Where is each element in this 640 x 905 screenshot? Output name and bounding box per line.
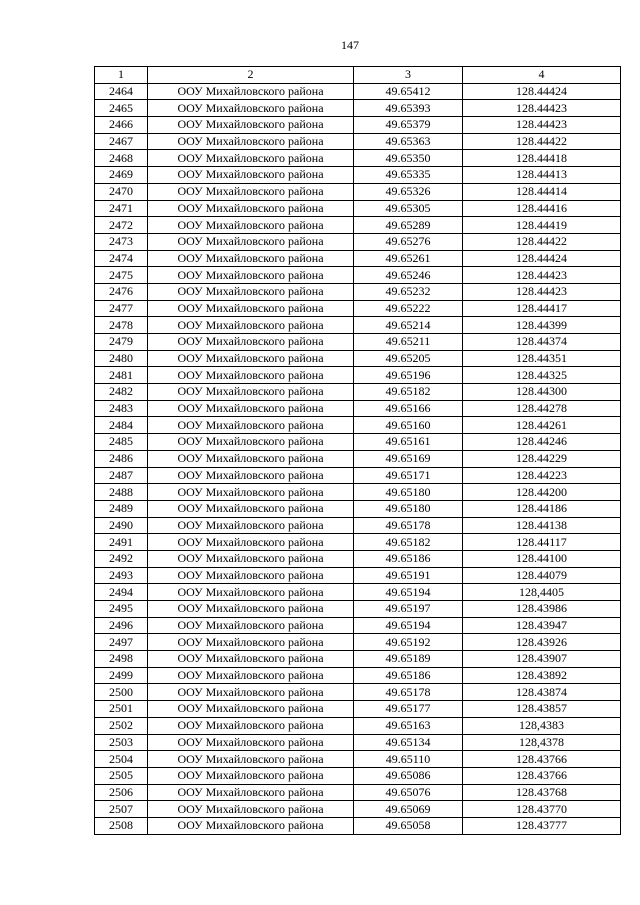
table-row (95, 784, 621, 801)
table-body (95, 83, 621, 834)
organization-cell: ООУ Михайловского района (148, 117, 354, 134)
organization-cell: ООУ Михайловского района (148, 400, 354, 417)
longitude-cell: 128.44423 (463, 283, 621, 300)
longitude-cell: 128.43766 (463, 751, 621, 768)
latitude-cell: 49.65186 (354, 550, 463, 567)
organization-cell: ООУ Михайловского района (148, 734, 354, 751)
latitude-cell: 49.65222 (354, 300, 463, 317)
row-number-cell: 2486 (95, 450, 148, 467)
organization-cell: ООУ Михайловского района (148, 601, 354, 618)
organization-cell: ООУ Михайловского района (148, 701, 354, 718)
latitude-cell: 49.65289 (354, 217, 463, 234)
longitude-cell: 128.44424 (463, 83, 621, 100)
latitude-cell: 49.65197 (354, 601, 463, 618)
table-row (95, 584, 621, 601)
organization-cell: ООУ Михайловского района (148, 367, 354, 384)
latitude-cell: 49.65180 (354, 484, 463, 501)
row-number-cell: 2471 (95, 200, 148, 217)
latitude-cell: 49.65189 (354, 651, 463, 668)
organization-cell: ООУ Михайловского района (148, 550, 354, 567)
row-number-cell: 2504 (95, 751, 148, 768)
organization-cell: ООУ Михайловского района (148, 534, 354, 551)
latitude-cell: 49.65180 (354, 500, 463, 517)
table-row (95, 400, 621, 417)
latitude-cell: 49.65379 (354, 117, 463, 134)
row-number-cell: 2489 (95, 500, 148, 517)
table-row (95, 567, 621, 584)
latitude-cell: 49.65326 (354, 183, 463, 200)
table-row (95, 717, 621, 734)
table-row (95, 317, 621, 334)
table-row (95, 534, 621, 551)
row-number-cell: 2468 (95, 150, 148, 167)
row-number-cell: 2480 (95, 350, 148, 367)
row-number-cell: 2481 (95, 367, 148, 384)
organization-cell: ООУ Михайловского района (148, 567, 354, 584)
latitude-cell: 49.65205 (354, 350, 463, 367)
organization-cell: ООУ Михайловского района (148, 817, 354, 834)
row-number-cell: 2485 (95, 434, 148, 451)
row-number-cell: 2498 (95, 651, 148, 668)
row-number-cell: 2496 (95, 617, 148, 634)
longitude-cell: 128.43892 (463, 667, 621, 684)
organization-cell: ООУ Михайловского района (148, 217, 354, 234)
latitude-cell: 49.65363 (354, 133, 463, 150)
longitude-cell: 128.44423 (463, 117, 621, 134)
latitude-cell: 49.65194 (354, 584, 463, 601)
row-number-cell: 2475 (95, 267, 148, 284)
column-header-3: 3 (354, 67, 463, 84)
organization-cell: ООУ Михайловского района (148, 434, 354, 451)
organization-cell: ООУ Михайловского района (148, 267, 354, 284)
organization-cell: ООУ Михайловского района (148, 300, 354, 317)
table-row (95, 250, 621, 267)
organization-cell: ООУ Михайловского района (148, 767, 354, 784)
longitude-cell: 128.43907 (463, 651, 621, 668)
organization-cell: ООУ Михайловского района (148, 751, 354, 768)
organization-cell: ООУ Михайловского района (148, 684, 354, 701)
row-number-cell: 2505 (95, 767, 148, 784)
row-number-cell: 2493 (95, 567, 148, 584)
organization-cell: ООУ Михайловского района (148, 450, 354, 467)
longitude-cell: 128.43770 (463, 801, 621, 818)
longitude-cell: 128,4383 (463, 717, 621, 734)
latitude-cell: 49.65058 (354, 817, 463, 834)
latitude-cell: 49.65194 (354, 617, 463, 634)
organization-cell: ООУ Михайловского района (148, 467, 354, 484)
longitude-cell: 128.44399 (463, 317, 621, 334)
row-number-cell: 2503 (95, 734, 148, 751)
table-row (95, 484, 621, 501)
latitude-cell: 49.65169 (354, 450, 463, 467)
organization-cell: ООУ Михайловского района (148, 233, 354, 250)
longitude-cell: 128.44117 (463, 534, 621, 551)
latitude-cell: 49.65161 (354, 434, 463, 451)
table-row (95, 734, 621, 751)
longitude-cell: 128.44223 (463, 467, 621, 484)
organization-cell: ООУ Михайловского района (148, 500, 354, 517)
latitude-cell: 49.65171 (354, 467, 463, 484)
table-row (95, 150, 621, 167)
table-row (95, 133, 621, 150)
latitude-cell: 49.65076 (354, 784, 463, 801)
organization-cell: ООУ Михайловского района (148, 584, 354, 601)
table-row (95, 83, 621, 100)
row-number-cell: 2464 (95, 83, 148, 100)
longitude-cell: 128.43874 (463, 684, 621, 701)
organization-cell: ООУ Михайловского района (148, 784, 354, 801)
table-row (95, 183, 621, 200)
row-number-cell: 2473 (95, 233, 148, 250)
longitude-cell: 128.44374 (463, 334, 621, 351)
organization-cell: ООУ Михайловского района (148, 183, 354, 200)
organization-cell: ООУ Михайловского района (148, 100, 354, 117)
table-row (95, 634, 621, 651)
latitude-cell: 49.65110 (354, 751, 463, 768)
table-row (95, 550, 621, 567)
table-row (95, 767, 621, 784)
latitude-cell: 49.65412 (354, 83, 463, 100)
table-row (95, 117, 621, 134)
longitude-cell: 128.44422 (463, 133, 621, 150)
table-row (95, 517, 621, 534)
latitude-cell: 49.65305 (354, 200, 463, 217)
row-number-cell: 2506 (95, 784, 148, 801)
row-number-cell: 2499 (95, 667, 148, 684)
organization-cell: ООУ Михайловского района (148, 334, 354, 351)
table-row (95, 233, 621, 250)
table-row (95, 617, 621, 634)
row-number-cell: 2470 (95, 183, 148, 200)
row-number-cell: 2469 (95, 167, 148, 184)
longitude-cell: 128.44417 (463, 300, 621, 317)
organization-cell: ООУ Михайловского района (148, 484, 354, 501)
table-row (95, 817, 621, 834)
longitude-cell: 128.44079 (463, 567, 621, 584)
longitude-cell: 128.44100 (463, 550, 621, 567)
latitude-cell: 49.65191 (354, 567, 463, 584)
latitude-cell: 49.65393 (354, 100, 463, 117)
longitude-cell: 128.44229 (463, 450, 621, 467)
table-row (95, 384, 621, 401)
latitude-cell: 49.65261 (354, 250, 463, 267)
row-number-cell: 2478 (95, 317, 148, 334)
organization-cell: ООУ Михайловского района (148, 517, 354, 534)
longitude-cell: 128.43857 (463, 701, 621, 718)
table-row (95, 334, 621, 351)
table-row (95, 200, 621, 217)
table-row (95, 350, 621, 367)
longitude-cell: 128.44325 (463, 367, 621, 384)
longitude-cell: 128.44200 (463, 484, 621, 501)
table-row (95, 667, 621, 684)
row-number-cell: 2497 (95, 634, 148, 651)
organization-cell: ООУ Михайловского района (148, 801, 354, 818)
longitude-cell: 128.44413 (463, 167, 621, 184)
latitude-cell: 49.65276 (354, 233, 463, 250)
organization-cell: ООУ Михайловского района (148, 317, 354, 334)
latitude-cell: 49.65182 (354, 384, 463, 401)
longitude-cell: 128.43947 (463, 617, 621, 634)
latitude-cell: 49.65214 (354, 317, 463, 334)
organization-cell: ООУ Михайловского района (148, 634, 354, 651)
row-number-cell: 2507 (95, 801, 148, 818)
table-row (95, 167, 621, 184)
latitude-cell: 49.65232 (354, 283, 463, 300)
longitude-cell: 128.44414 (463, 183, 621, 200)
longitude-cell: 128.44418 (463, 150, 621, 167)
longitude-cell: 128,4405 (463, 584, 621, 601)
row-number-cell: 2495 (95, 601, 148, 618)
row-number-cell: 2479 (95, 334, 148, 351)
longitude-cell: 128.44419 (463, 217, 621, 234)
latitude-cell: 49.65134 (354, 734, 463, 751)
longitude-cell: 128.44246 (463, 434, 621, 451)
row-number-cell: 2482 (95, 384, 148, 401)
latitude-cell: 49.65335 (354, 167, 463, 184)
table-row (95, 417, 621, 434)
longitude-cell: 128.44423 (463, 100, 621, 117)
organization-cell: ООУ Михайловского района (148, 717, 354, 734)
row-number-cell: 2491 (95, 534, 148, 551)
row-number-cell: 2477 (95, 300, 148, 317)
row-number-cell: 2483 (95, 400, 148, 417)
table-row (95, 267, 621, 284)
row-number-cell: 2487 (95, 467, 148, 484)
page-number: 147 (341, 38, 359, 52)
latitude-cell: 49.65086 (354, 767, 463, 784)
row-number-cell: 2467 (95, 133, 148, 150)
row-number-cell: 2500 (95, 684, 148, 701)
longitude-cell: 128.43768 (463, 784, 621, 801)
organization-cell: ООУ Михайловского района (148, 651, 354, 668)
row-number-cell: 2465 (95, 100, 148, 117)
longitude-cell: 128.44351 (463, 350, 621, 367)
latitude-cell: 49.65069 (354, 801, 463, 818)
row-number-cell: 2494 (95, 584, 148, 601)
organization-cell: ООУ Михайловского района (148, 200, 354, 217)
organization-cell: ООУ Михайловского района (148, 83, 354, 100)
table-row (95, 367, 621, 384)
table-row (95, 467, 621, 484)
organization-cell: ООУ Михайловского района (148, 350, 354, 367)
longitude-cell: 128.44416 (463, 200, 621, 217)
longitude-cell: 128.44138 (463, 517, 621, 534)
longitude-cell: 128,4378 (463, 734, 621, 751)
column-header-2: 2 (148, 67, 354, 84)
organization-cell: ООУ Михайловского района (148, 167, 354, 184)
table-row (95, 801, 621, 818)
table-row (95, 601, 621, 618)
latitude-cell: 49.65350 (354, 150, 463, 167)
longitude-cell: 128.44261 (463, 417, 621, 434)
longitude-cell: 128.44422 (463, 233, 621, 250)
longitude-cell: 128.44186 (463, 500, 621, 517)
table-row (95, 434, 621, 451)
table-row (95, 500, 621, 517)
coordinates-table (94, 66, 621, 835)
table-row (95, 283, 621, 300)
table-row (95, 300, 621, 317)
row-number-cell: 2488 (95, 484, 148, 501)
row-number-cell: 2501 (95, 701, 148, 718)
latitude-cell: 49.65160 (354, 417, 463, 434)
latitude-cell: 49.65177 (354, 701, 463, 718)
latitude-cell: 49.65166 (354, 400, 463, 417)
latitude-cell: 49.65178 (354, 517, 463, 534)
table-header-row (95, 67, 621, 84)
longitude-cell: 128.43777 (463, 817, 621, 834)
table-row (95, 701, 621, 718)
longitude-cell: 128.44424 (463, 250, 621, 267)
organization-cell: ООУ Михайловского района (148, 283, 354, 300)
organization-cell: ООУ Михайловского района (148, 617, 354, 634)
latitude-cell: 49.65246 (354, 267, 463, 284)
organization-cell: ООУ Михайловского района (148, 150, 354, 167)
latitude-cell: 49.65186 (354, 667, 463, 684)
row-number-cell: 2472 (95, 217, 148, 234)
row-number-cell: 2490 (95, 517, 148, 534)
table-row (95, 684, 621, 701)
table-row (95, 217, 621, 234)
row-number-cell: 2508 (95, 817, 148, 834)
organization-cell: ООУ Михайловского района (148, 417, 354, 434)
organization-cell: ООУ Михайловского района (148, 133, 354, 150)
longitude-cell: 128.43986 (463, 601, 621, 618)
longitude-cell: 128.44278 (463, 400, 621, 417)
row-number-cell: 2466 (95, 117, 148, 134)
organization-cell: ООУ Михайловского района (148, 384, 354, 401)
table-row (95, 450, 621, 467)
longitude-cell: 128.43766 (463, 767, 621, 784)
row-number-cell: 2492 (95, 550, 148, 567)
row-number-cell: 2474 (95, 250, 148, 267)
latitude-cell: 49.65182 (354, 534, 463, 551)
latitude-cell: 49.65178 (354, 684, 463, 701)
column-header-1: 1 (95, 67, 148, 84)
organization-cell: ООУ Михайловского района (148, 250, 354, 267)
latitude-cell: 49.65163 (354, 717, 463, 734)
row-number-cell: 2476 (95, 283, 148, 300)
latitude-cell: 49.65196 (354, 367, 463, 384)
longitude-cell: 128.44423 (463, 267, 621, 284)
latitude-cell: 49.65211 (354, 334, 463, 351)
row-number-cell: 2484 (95, 417, 148, 434)
column-header-4: 4 (463, 67, 621, 84)
longitude-cell: 128.44300 (463, 384, 621, 401)
row-number-cell: 2502 (95, 717, 148, 734)
longitude-cell: 128.43926 (463, 634, 621, 651)
table-row (95, 100, 621, 117)
table-row (95, 751, 621, 768)
latitude-cell: 49.65192 (354, 634, 463, 651)
organization-cell: ООУ Михайловского района (148, 667, 354, 684)
table-row (95, 651, 621, 668)
